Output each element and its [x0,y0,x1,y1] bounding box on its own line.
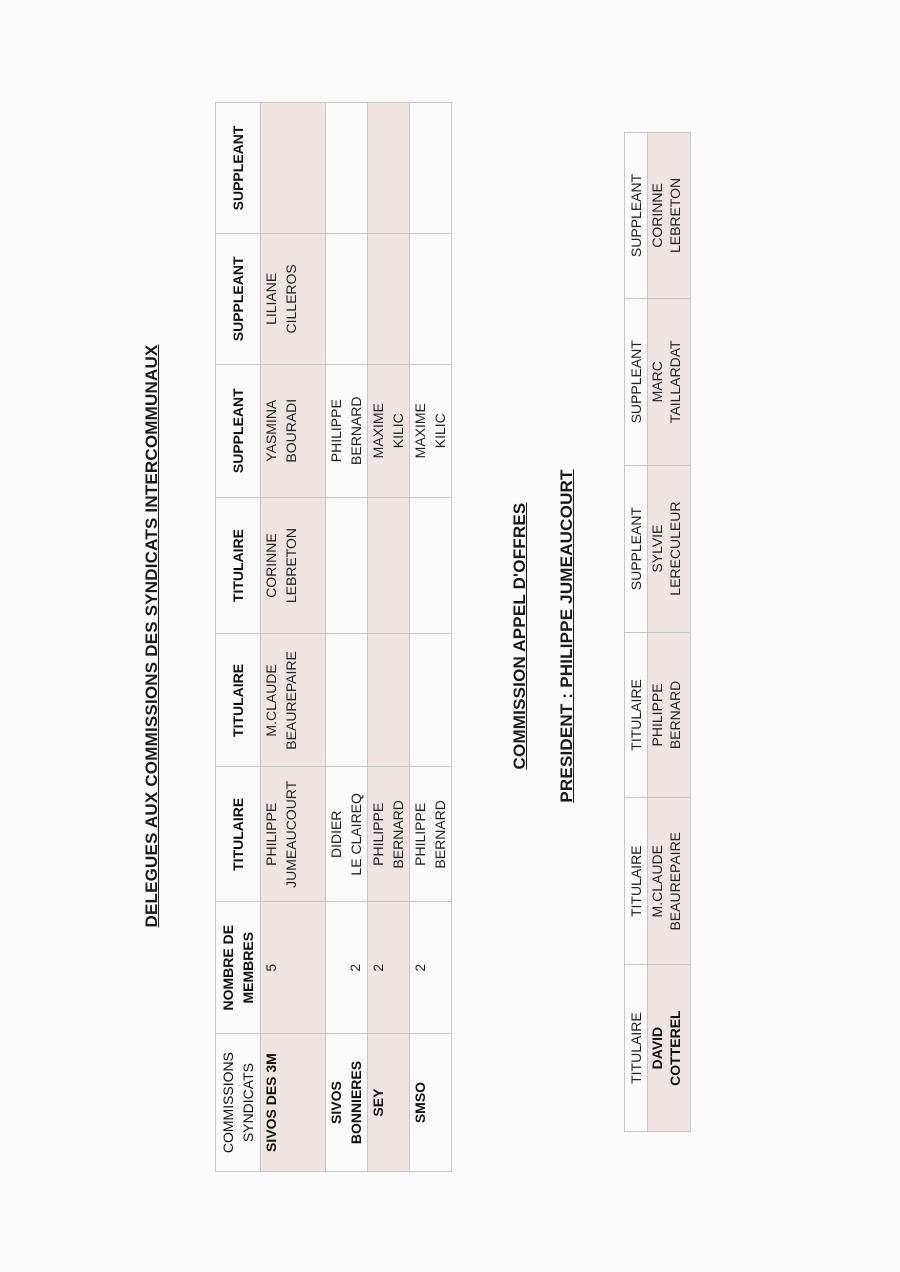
cell-text-line: PHILIPPE [328,399,344,463]
cell-text-line: DAVID [649,1026,665,1070]
column-header [216,1034,261,1172]
column-header [216,497,261,634]
cell-text-line: SIVOS DES 3M [263,1053,279,1152]
column-header [216,364,261,497]
titulaire-cell [326,634,368,767]
appel-offres-title: COMMISSION APPEL D'OFFRES [510,502,529,770]
cell-text-line: COMMISSIONS [220,1052,236,1154]
titulaire-cell [368,634,410,767]
cell-text-line: LE CLAIREQ [348,793,364,876]
cell-text-line: BEAUREPAIRE [667,831,683,931]
cell-text-line: JUMEAUCOURT [283,780,299,888]
suppleant-cell [261,364,326,497]
member-cell [648,298,691,465]
column-header: TITULAIRE [625,798,648,965]
page-title: DELEGUES AUX COMMISSIONS DES SYNDICATS INTERCOMMUNAUX [142,344,161,928]
member-cell [648,965,691,1132]
syndicat-row [326,103,368,1172]
member-cell [648,133,691,299]
cell-text-line: SMSO [412,1081,428,1124]
suppleant-cell [261,233,326,364]
syndicat-row [410,103,452,1172]
syndicat-name-cell [326,1034,368,1172]
cell-text-line: SIVOS [328,1081,344,1124]
cell-text-line: MARC [649,361,665,403]
cell-text-line: SUPPLEANT [230,256,246,342]
suppleant-cell [326,233,368,364]
cell-text-line: SEY [370,1088,386,1117]
member-count-cell: 2 [326,902,368,1034]
cell-text-line: YASMINA [263,399,279,462]
cell-text-line: LEBRETON [283,527,299,604]
titulaire-cell [261,634,326,767]
suppleant-cell [410,233,452,364]
syndicats-table [215,102,452,1172]
suppleant-cell [368,103,410,234]
titulaire-cell [410,497,452,634]
syndicat-row [261,103,326,1172]
cell-text-line: TITULAIRE [230,663,246,737]
member-cell [648,465,691,632]
cell-text-line: CILLEROS [283,264,299,334]
cell-text-line: BERNARD [667,680,683,750]
appel-offres-table [624,132,691,1132]
column-header: SUPPLEANT [625,133,648,299]
column-header: TITULAIRE [625,632,648,798]
cell-text-line: MAXIME [412,403,428,459]
column-header [216,233,261,364]
member-cell [648,632,691,798]
member-count-cell: 5 [261,902,326,1034]
suppleant-cell [410,103,452,234]
titulaire-cell [261,497,326,634]
cell-text-line: TITULAIRE [230,797,246,871]
cell-text-line: BONNIERES [348,1060,364,1145]
column-header [216,767,261,902]
suppleant-cell [261,103,326,234]
cell-text-line: SYLVIE [649,524,665,573]
cell-text-line: BERNARD [348,396,364,465]
titulaire-cell [410,767,452,902]
cell-text-line: SUPPLEANT [230,125,246,211]
syndicats-header-row [216,103,261,1172]
cell-text-line: PHILIPPE [412,802,428,866]
cell-text-line: BOURADI [283,398,299,463]
syndicat-name-cell [368,1034,410,1172]
cell-text-line: SYNDICATS [240,1063,256,1143]
suppleant-cell [368,364,410,497]
column-header: SUPPLEANT [625,298,648,465]
cell-text-line: CORINNE [263,533,279,598]
suppleant-cell [326,364,368,497]
cell-text-line: TITULAIRE [230,529,246,603]
cell-text-line: MAXIME [370,403,386,459]
column-header [216,103,261,234]
syndicat-name-cell [261,1034,326,1172]
cell-text-line: CORINNE [649,183,665,248]
cell-text-line: LERECULEUR [667,501,683,596]
cell-text-line: PHILIPPE [649,683,665,747]
titulaire-cell [368,767,410,902]
titulaire-cell [410,634,452,767]
suppleant-cell [368,233,410,364]
suppleant-cell [410,364,452,497]
member-count-cell: 2 [368,902,410,1034]
cell-text-line: KILIC [432,413,448,449]
column-header [216,634,261,767]
cell-text-line: PHILIPPE [370,802,386,866]
cell-text-line: LEBRETON [667,177,683,254]
column-header: SUPPLEANT [625,465,648,632]
cell-text-line: SUPPLEANT [230,388,246,474]
member-cell [648,798,691,965]
cell-text-line: M.CLAUDE [649,845,665,918]
cell-text-line: COTTEREL [667,1010,683,1086]
cell-text-line: LILIANE [263,272,279,325]
titulaire-cell [261,767,326,902]
cell-text-line: DIDIER [328,810,344,859]
cell-text-line: BERNARD [432,800,448,869]
column-header [216,902,261,1034]
suppleant-cell [326,103,368,234]
syndicat-row [368,103,410,1172]
titulaire-cell [368,497,410,634]
cell-text-line: TAILLARDAT [667,340,683,424]
titulaire-cell [326,497,368,634]
cell-text-line: MEMBRES [240,931,256,1004]
cell-text-line: M.CLAUDE [263,664,279,737]
cell-text-line: KILIC [390,413,406,449]
member-count-cell: 2 [410,902,452,1034]
column-header: TITULAIRE [625,965,648,1132]
titulaire-cell [326,767,368,902]
appel-offres-members-row [648,133,691,1132]
appel-offres-header-row [625,133,648,1132]
syndicat-name-cell [410,1034,452,1172]
cell-text-line: BEAUREPAIRE [283,651,299,750]
cell-text-line: NOMBRE DE [220,924,236,1011]
cell-text-line: PHILIPPE [263,802,279,866]
cell-text-line: BERNARD [390,800,406,869]
president-line: PRESIDENT : PHILIPPE JUMEAUCOURT [557,469,576,803]
